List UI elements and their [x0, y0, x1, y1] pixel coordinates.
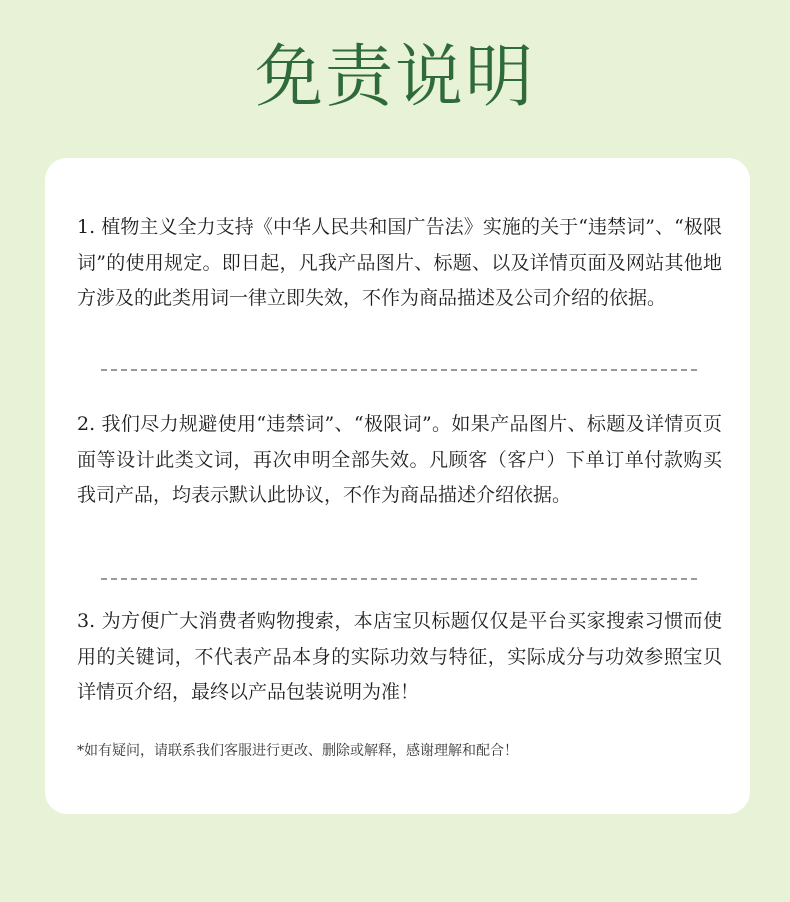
disclaimer-paragraph-2: 2. 我们尽力规避使用“违禁词”、“极限词”。如果产品图片、标题及详情页页面等设计此类文词，再次申明全部失效。凡顾客（客户）下单订单付款购买我司产品，均表示默认此协议，不作为商品描述介绍依据。: [77, 413, 722, 506]
dashed-divider: [101, 578, 697, 580]
footnote: *如有疑问，请联系我们客服进行更改、删除或解释，感谢理解和配合！: [77, 743, 518, 759]
disclaimer-paragraph-3: 3. 为方便广大消费者购物搜索，本店宝贝标题仅仅是平台买家搜索习惯而使用的关键词，不代表产品本身的实际功效与特征，实际成分与功效参照宝贝详情页介绍，最终以产品包装说明为准！: [77, 610, 722, 703]
page-title: 免责说明: [254, 38, 535, 117]
disclaimer-card: [45, 158, 750, 814]
dashed-divider: [101, 369, 697, 371]
disclaimer-paragraph-1: 1. 植物主义全力支持《中华人民共和国广告法》实施的关于“违禁词”、“极限词”的使用规定。即日起，凡我产品图片、标题、以及详情页面及网站其他地方涉及的此类用词一律立即失效，不作为商品描述及公司介绍的依据。: [77, 216, 722, 309]
